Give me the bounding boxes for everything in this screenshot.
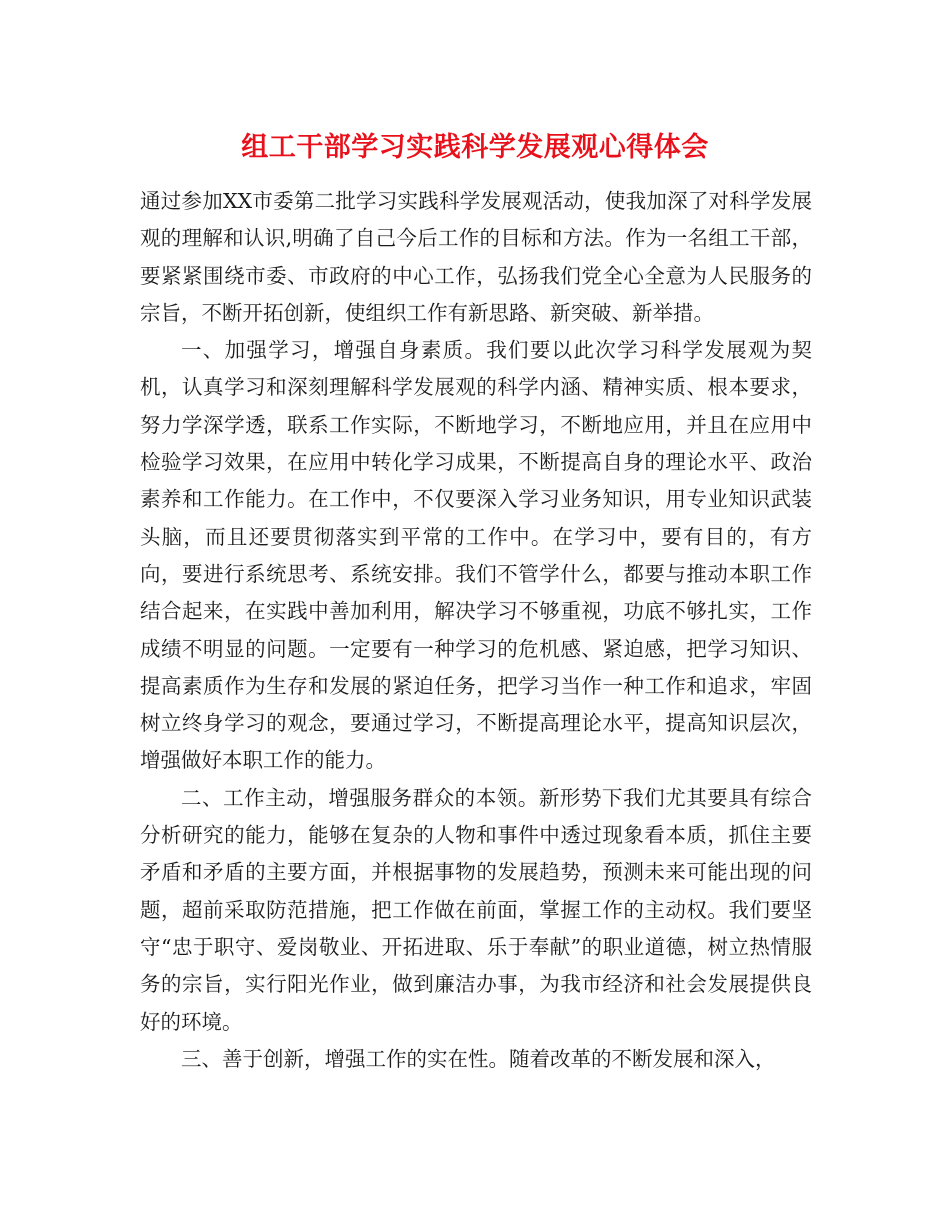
paragraph-intro: 通过参加XX市委第二批学习实践科学发展观活动，使我加深了对科学发展观的理解和认识,明确了自己今后工作的目标和方法。作为一名组工干部，要紧紧围绕市委、市政府的中心工作，弘扬我们党全心全意为人民服务的宗旨，不断开拓创新，使组织工作有新思路、新突破、新举措。 xyxy=(140,189,812,325)
paragraph-section-1: 一、加强学习，增强自身素质。我们要以此次学习科学发展观为契机，认真学习和深刻理解科学发展观的科学内涵、精神实质、根本要求，努力学深学透，联系工作实际，不断地学习，不断地应用，并且在应用中检验学习效果，在应用中转化学习成果，不断提高自身的理论水平、政治素养和工作能力。在工作中，不仅要深入学习业务知识，用专业知识武装头脑，而且还要贯彻落实到平常的工作中。在学习中，要有目的，有方向，要进行系统思考、系统安排。我们不管学什么，都要与推动本职工作结合起来，在实践中善加利用，解决学习不够重视，功底不够扎实，工作成绩不明显的问题。一定要有一种学习的危机感、紧迫感，把学习知识、提高素质作为生存和发展的紧迫任务，把学习当作一种工作和追求，牢固树立终身学习的观念，要通过学习，不断提高理论水平，提高知识层次，增强做好本职工作的能力。 xyxy=(140,338,812,773)
document-title: 组工干部学习实践科学发展观心得体会 xyxy=(241,132,709,163)
document-body xyxy=(140,183,812,1078)
paragraph-section-3: 三、善于创新，增强工作的实在性。随着改革的不断发展和深入， xyxy=(181,1046,776,1071)
paragraph-section-2: 二、工作主动，增强服务群众的本领。新形势下我们尤其要具有综合分析研究的能力，能够在复杂的人物和事件中透过现象看本质，抓住主要矛盾和矛盾的主要方面，并根据事物的发展趋势，预测未来可能出现的问题，超前采取防范措施，把工作做在前面，掌握工作的主动权。我们要坚守“忠于职守、爱岗敬业、开拓进取、乐于奉献”的职业道德，树立热情服务的宗旨，实行阳光作业，做到廉洁办事，为我市经济和社会发展提供良好的环境。 xyxy=(140,785,812,1034)
